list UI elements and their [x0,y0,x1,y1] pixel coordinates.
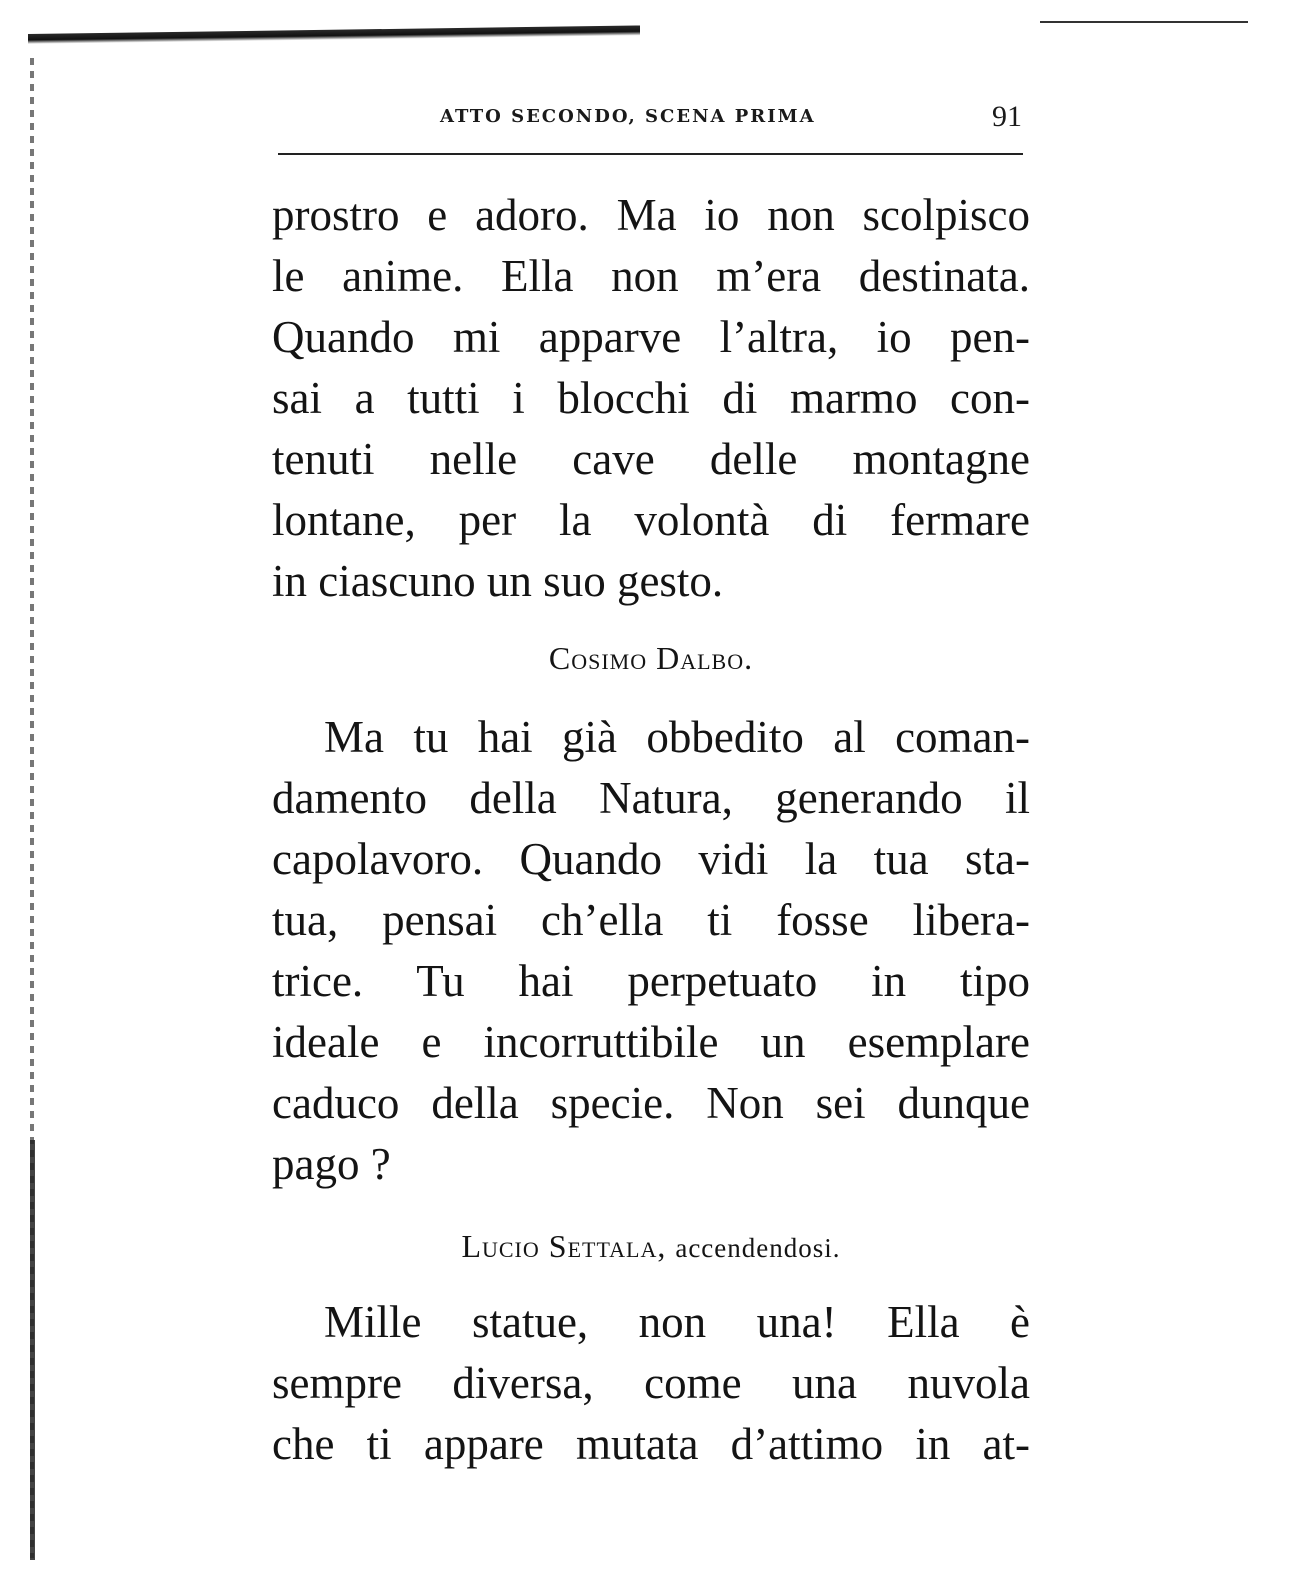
header-rule [278,153,1023,155]
speech-paragraph-3 [272,1292,1030,1475]
text-line: caduco della specie. Non sei dunque [272,1078,1030,1128]
speaker-name: Lucio Settala, [461,1228,667,1264]
speaker-heading-cosimo [272,640,1030,677]
scan-edge-left-lower [30,1140,35,1560]
text-line: Quando mi apparve l’altra, io pen- [272,312,1030,362]
text-line: trice. Tu hai perpetuato in tipo [272,956,1030,1006]
page-number: 91 [992,100,1022,133]
stage-direction: accendendosi. [675,1233,841,1263]
text-line: in ciascuno un suo gesto. [272,556,724,606]
text-line: damento della Natura, generando il [272,773,1030,823]
text-line: capolavoro. Quando vidi la tua sta- [272,834,1030,884]
text-line: sempre diversa, come una nuvola [272,1358,1030,1408]
scan-edge-top-right [1040,21,1248,23]
text-line: ideale e incorruttibile un esemplare [272,1017,1030,1067]
text-line: Mille statue, non una! Ella è [324,1297,1030,1347]
running-title: ATTO SECONDO, SCENA PRIMA [440,106,816,127]
text-line: pago ? [272,1139,391,1189]
text-line: prostro e adoro. Ma io non scolpisco [272,190,1030,240]
text-line: le anime. Ella non m’era destinata. [272,251,1030,301]
text-line: tua, pensai ch’ella ti fosse libera- [272,895,1030,945]
speech-paragraph-1 [272,185,1030,612]
text-line: tenuti nelle cave delle montagne [272,434,1030,484]
text-line: lontane, per la volontà di fermare [272,495,1030,545]
text-line: Ma tu hai già obbedito al coman- [324,712,1030,762]
text-line: che ti appare mutata d’attimo in at- [272,1419,1030,1469]
speaker-heading-lucio [272,1228,1030,1265]
speech-paragraph-2 [272,707,1030,1195]
scan-edge-top [28,25,640,44]
running-head [280,100,1030,134]
speaker-name: Cosimo Dalbo. [548,640,754,676]
text-line: sai a tutti i blocchi di marmo con- [272,373,1030,423]
